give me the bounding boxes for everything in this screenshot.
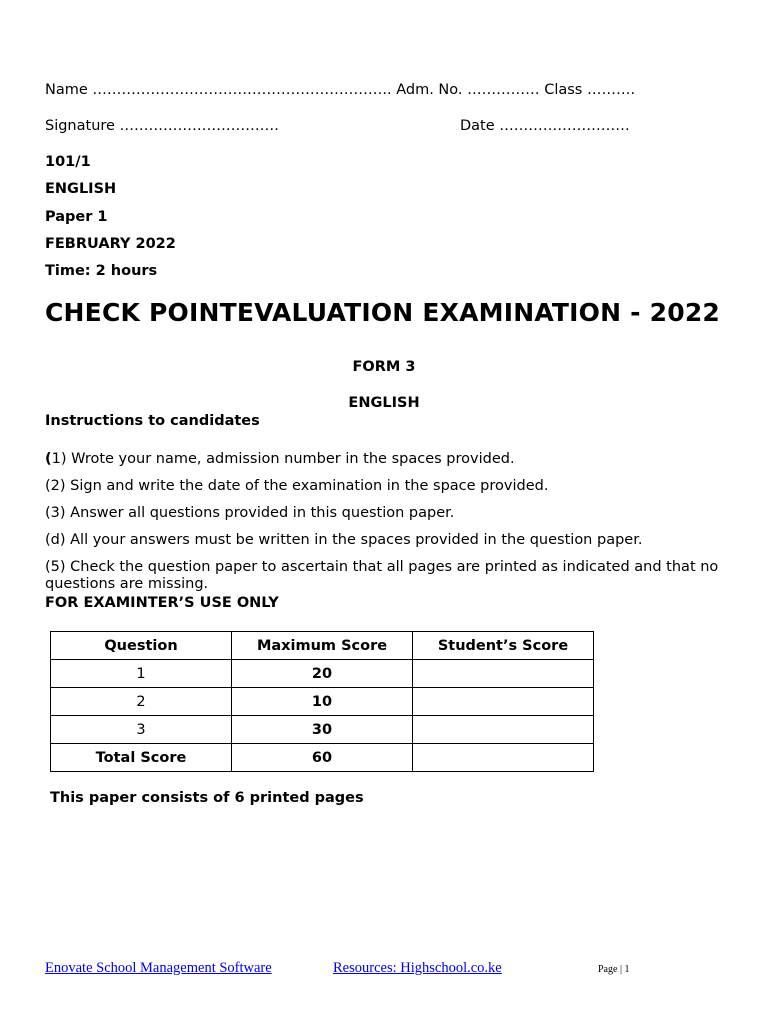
- student-score-cell[interactable]: [413, 716, 594, 744]
- instruction-item: [45, 559, 735, 593]
- instruction-text: 1) Wrote your name, admission number in the spaces provided.: [51, 451, 515, 467]
- paper-subject: ENGLISH: [45, 181, 117, 197]
- instruction-text: (d) All your answers must be written in the spaces provided in the question paper.: [45, 532, 643, 548]
- footer-link-resources[interactable]: Resources: Highschool.co.ke: [333, 960, 502, 976]
- student-score-cell[interactable]: [413, 660, 594, 688]
- footer-link-enovate[interactable]: Enovate School Management Software: [45, 960, 272, 976]
- exam-title: CHECK POINTEVALUATION EXAMINATION - 2022: [45, 298, 721, 327]
- paper-number: Paper 1: [45, 209, 108, 225]
- instruction-text: (3) Answer all questions provided in this question paper.: [45, 505, 455, 521]
- instruction-item: [45, 505, 735, 522]
- instruction-text: (5) Check the question paper to ascertain that all pages are printed as indicated and that no questions are missing.: [45, 559, 719, 592]
- subject-center-label: ENGLISH: [348, 395, 420, 411]
- table-header-row: [51, 632, 594, 660]
- max-score-cell: 10: [232, 688, 413, 716]
- total-score-label: Total Score: [51, 744, 232, 772]
- instruction-prefix: (: [45, 451, 52, 467]
- paper-code: 101/1: [45, 154, 91, 170]
- instruction-item: [45, 451, 735, 468]
- instruction-text: (2) Sign and write the date of the examination in the space provided.: [45, 478, 549, 494]
- column-header-maximum-score: Maximum Score: [232, 632, 413, 660]
- score-table: [50, 631, 594, 772]
- student-score-cell[interactable]: [413, 688, 594, 716]
- paper-date: FEBRUARY 2022: [45, 236, 176, 252]
- max-score-cell: 30: [232, 716, 413, 744]
- question-cell: 2: [51, 688, 232, 716]
- table-row-total: [51, 744, 594, 772]
- max-score-cell: 20: [232, 660, 413, 688]
- pages-note: This paper consists of 6 printed pages: [50, 790, 364, 806]
- instruction-item: [45, 478, 735, 495]
- total-student-score-cell[interactable]: [413, 744, 594, 772]
- table-row: [51, 716, 594, 744]
- instruction-item: [45, 532, 735, 549]
- column-header-student-score: Student’s Score: [413, 632, 594, 660]
- question-cell: 1: [51, 660, 232, 688]
- question-cell: 3: [51, 716, 232, 744]
- page-number: Page | 1: [598, 964, 630, 975]
- paper-time: Time: 2 hours: [45, 263, 158, 279]
- column-header-question: Question: [51, 632, 232, 660]
- name-admission-class-line: Name …………………………………………………….. Adm. No. …………… Class ……….: [45, 82, 636, 98]
- form-label: FORM 3: [352, 359, 416, 375]
- table-row: [51, 688, 594, 716]
- instructions-heading: Instructions to candidates: [45, 413, 260, 429]
- signature-line: Signature ……………………………: [45, 118, 280, 134]
- examiner-use-heading: FOR EXAMINTER’S USE ONLY: [45, 595, 279, 611]
- total-max-score-cell: 60: [232, 744, 413, 772]
- table-row: [51, 660, 594, 688]
- date-line: Date ………………………: [460, 118, 630, 134]
